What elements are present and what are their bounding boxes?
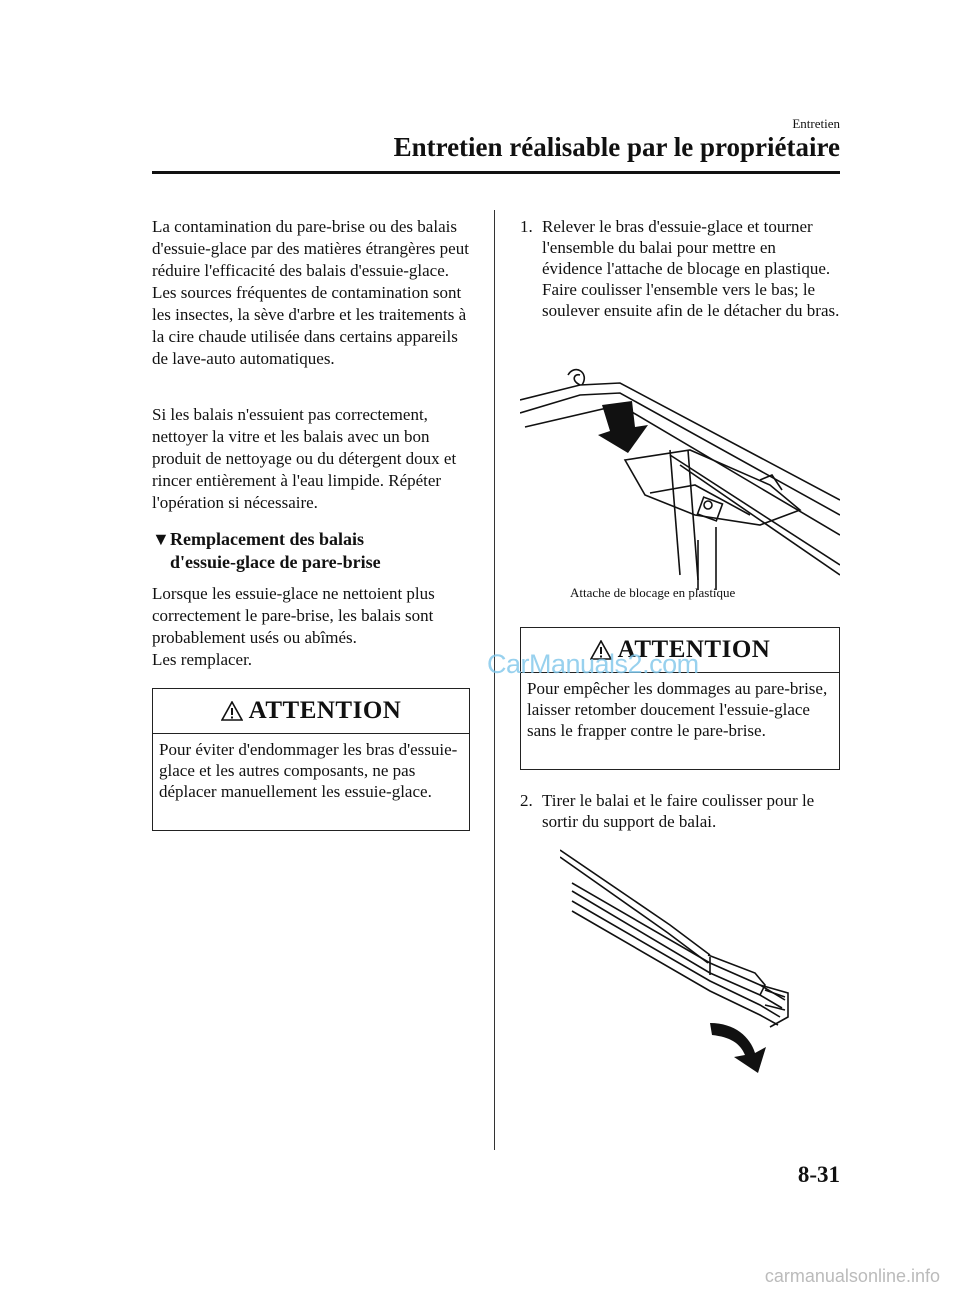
step-number: 1. — [520, 217, 533, 236]
footer-watermark: carmanualsonline.info — [764, 1266, 940, 1286]
step-text: Relever le bras d'essuie-glace et tourner l'ensemble du balai pour mettre en évidence l'attache de blocage en plastique. — [542, 217, 831, 278]
attention-box-left — [152, 688, 470, 831]
page-title: Entretien réalisable par le propriétaire — [393, 132, 840, 162]
column-divider — [494, 210, 495, 1150]
attention-title: ATTENTION — [248, 697, 402, 724]
step-2 — [520, 790, 840, 832]
figure-blade-removal — [560, 845, 800, 1075]
step-text: Faire coulisser l'ensemble vers le bas; le soulever ensuite afin de le détacher du bras. — [542, 280, 840, 320]
figure-wiper-clip — [520, 365, 840, 610]
paragraph-text: Lorsque les essuie-glace ne nettoient plus correctement le pare-brise, les balais sont probablement usés ou abîmés. — [152, 584, 435, 647]
attention-header — [153, 689, 469, 734]
paragraph-text: Si les balais n'essuient pas correctement, nettoyer la vitre et les balais avec un bon produit de nettoyage ou du détergent doux et rincer entièrement à l'eau limpide. Répéter l'opération si nécessaire. — [152, 405, 457, 512]
down-arrow-icon — [598, 401, 648, 453]
attention-text: Pour empêcher les dommages au pare-brise, laisser retomber doucement l'essuie-glace sans le frapper contre le pare-brise. — [527, 679, 828, 740]
page-number: 8-31 — [797, 1162, 840, 1187]
paragraph-replace — [152, 583, 472, 671]
paragraph-text: Les remplacer. — [152, 650, 253, 669]
heading-line-2: d'essuie-glace de pare-brise — [170, 552, 381, 572]
triangle-marker-icon: ▼ — [152, 529, 170, 549]
wiper-arm-illustration — [520, 365, 840, 610]
section-label: Entretien — [792, 116, 840, 131]
step-1 — [520, 216, 840, 321]
attention-text: Pour éviter d'endommager les bras d'essuie-glace et les autres composants, ne pas déplacer manuellement les essuie-glace. — [159, 740, 458, 801]
watermark: CarManuals2.com — [487, 649, 699, 679]
heading-line-1: Remplacement des balais — [170, 529, 364, 549]
curved-arrow-icon — [710, 1023, 766, 1073]
wiper-blade-illustration — [560, 845, 800, 1075]
step-number: 2. — [520, 791, 533, 810]
section-heading — [152, 528, 472, 574]
header-rule — [152, 171, 840, 174]
paragraph-contamination — [152, 216, 472, 370]
paragraph-cleaning — [152, 404, 472, 514]
step-text: Tirer le balai et le faire coulisser pour le sortir du support de balai. — [542, 791, 815, 831]
figure-caption: Attache de blocage en plastique — [570, 585, 736, 600]
attention-title: ATTENTION — [617, 636, 771, 663]
paragraph-text: La contamination du pare-brise ou des balais d'essuie-glace par des matières étrangères peut réduire l'efficacité des balais d'essuie-glace. Les sources fréquentes de contamination sont les insectes, la sève d'arbre et les traitements à la cire chaude utilisée dans certains appareils de lave-auto automatiques. — [152, 217, 469, 368]
warning-triangle-icon — [221, 701, 243, 721]
